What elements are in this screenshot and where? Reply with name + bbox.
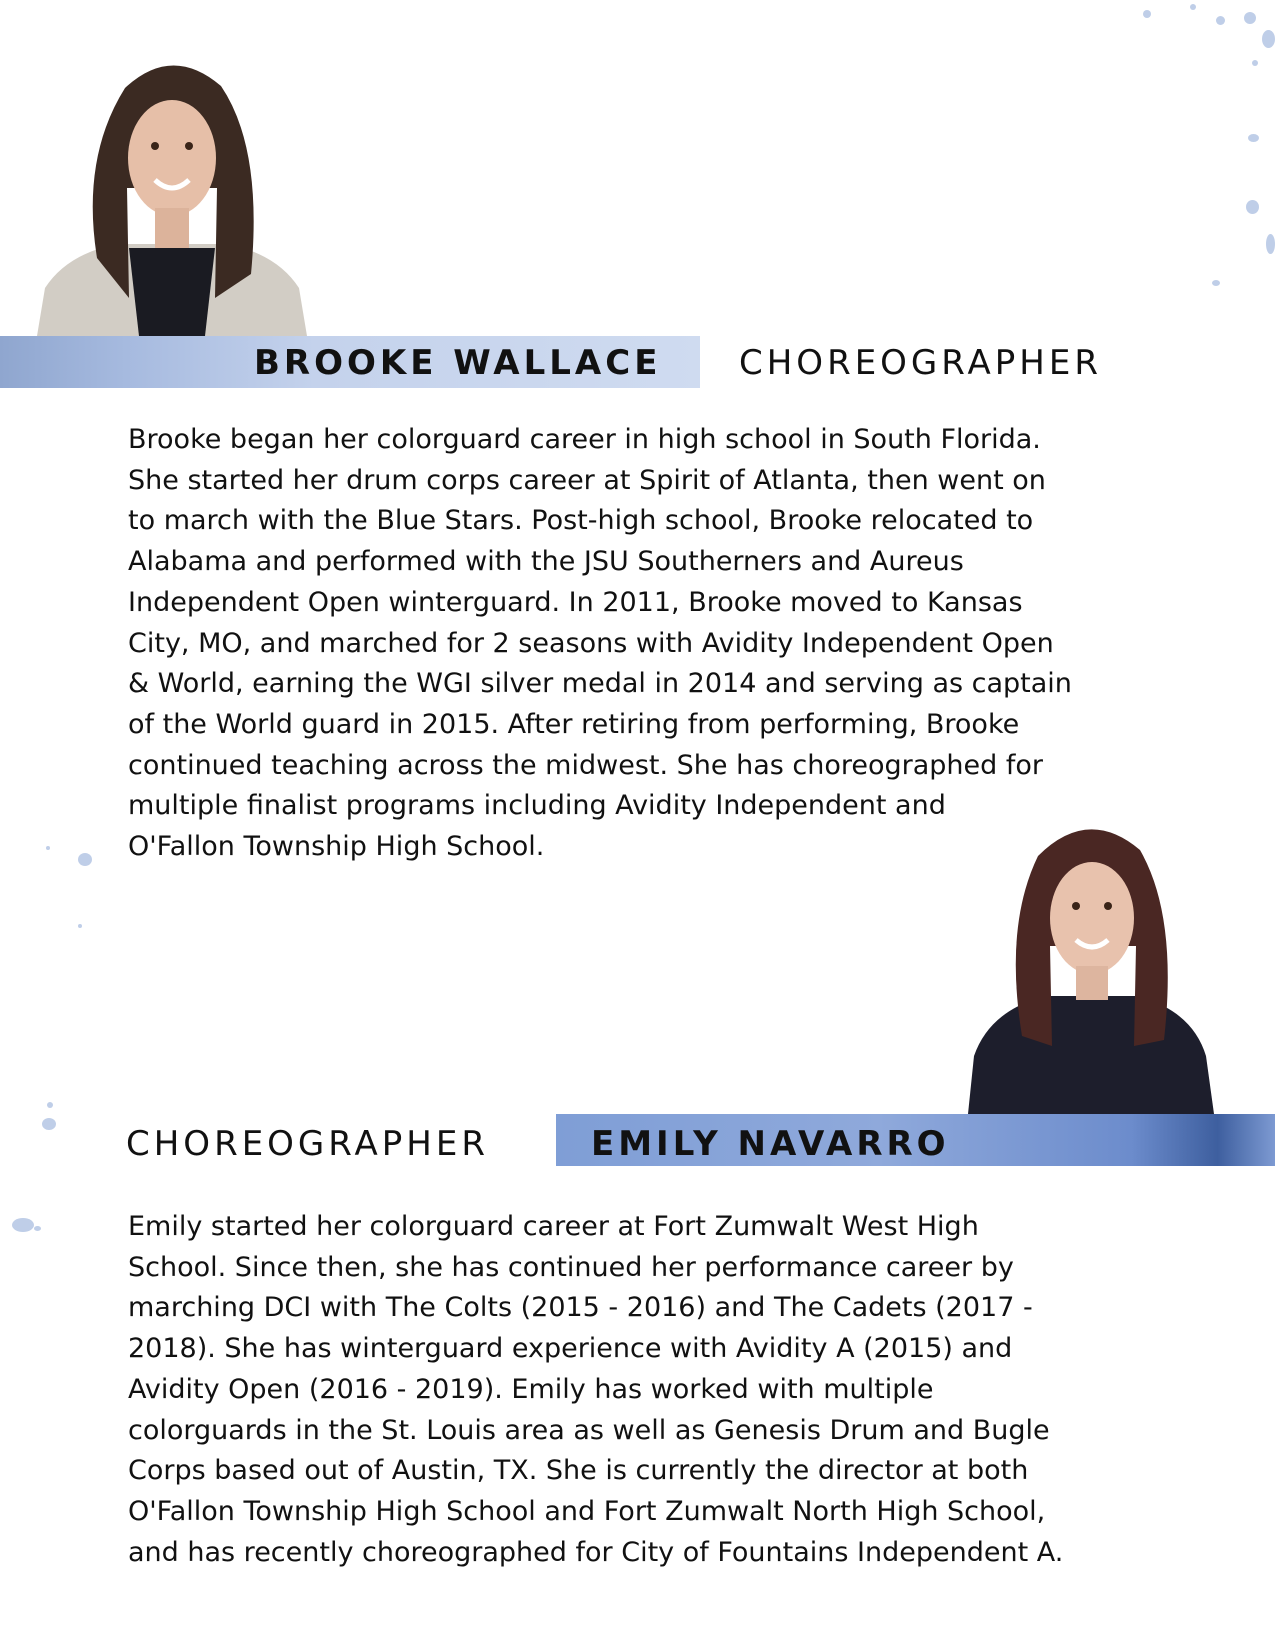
profile-role: CHOREOGRAPHER	[126, 1124, 489, 1164]
emily-navarro-photo	[968, 806, 1214, 1114]
bio-line: O'Fallon Township High School and Fort Zumwalt North High School,	[128, 1495, 1046, 1527]
bio-line: colorguards in the St. Louis area as well as Genesis Drum and Bugle	[128, 1414, 1050, 1446]
bio-line: of the World guard in 2015. After retiring from performing, Brooke	[128, 708, 1020, 740]
profile-name: EMILY NAVARRO	[591, 1124, 950, 1164]
bio-line: Emily started her colorguard career at Fort Zumwalt West High	[128, 1211, 979, 1242]
brooke-wallace-photo	[37, 48, 307, 336]
profile-bio	[128, 420, 1148, 868]
bio-line: Avidity Open (2016 - 2019). Emily has worked with multiple	[128, 1373, 934, 1405]
bio-line: She started her drum corps career at Spirit of Atlanta, then went on	[128, 464, 1046, 496]
bio-line: Brooke began her colorguard career in high school in South Florida.	[128, 424, 1041, 455]
bio-line: Independent Open winterguard. In 2011, Brooke moved to Kansas	[128, 586, 1023, 618]
bio-line: and has recently choreographed for City of Fountains Independent A.	[128, 1536, 1064, 1568]
bio-line: City, MO, and marched for 2 seasons with Avidity Independent Open	[128, 627, 1054, 659]
bio-line: & World, earning the WGI silver medal in 2014 and serving as captain	[128, 668, 1072, 700]
bio-line: to march with the Blue Stars. Post-high school, Brooke relocated to	[128, 505, 1034, 537]
bio-line: 2018). She has winterguard experience with Avidity A (2015) and	[128, 1333, 1013, 1365]
bio-line: marching DCI with The Colts (2015 - 2016) and The Cadets (2017 -	[128, 1292, 1033, 1324]
bio-line: multiple finalist programs including Avidity Independent and	[128, 790, 946, 822]
profile-name: BROOKE WALLACE	[254, 343, 662, 383]
profile-role: CHOREOGRAPHER	[739, 343, 1102, 383]
bio-line: Corps based out of Austin, TX. She is currently the director at both	[128, 1455, 1029, 1487]
profile-bio	[128, 1207, 1148, 1573]
bio-line: O'Fallon Township High School.	[128, 831, 545, 863]
bio-line: Alabama and performed with the JSU Southerners and Aureus	[128, 546, 964, 578]
bio-line: continued teaching across the midwest. She has choreographed for	[128, 749, 1043, 781]
bio-line: School. Since then, she has continued her performance career by	[128, 1251, 1014, 1283]
